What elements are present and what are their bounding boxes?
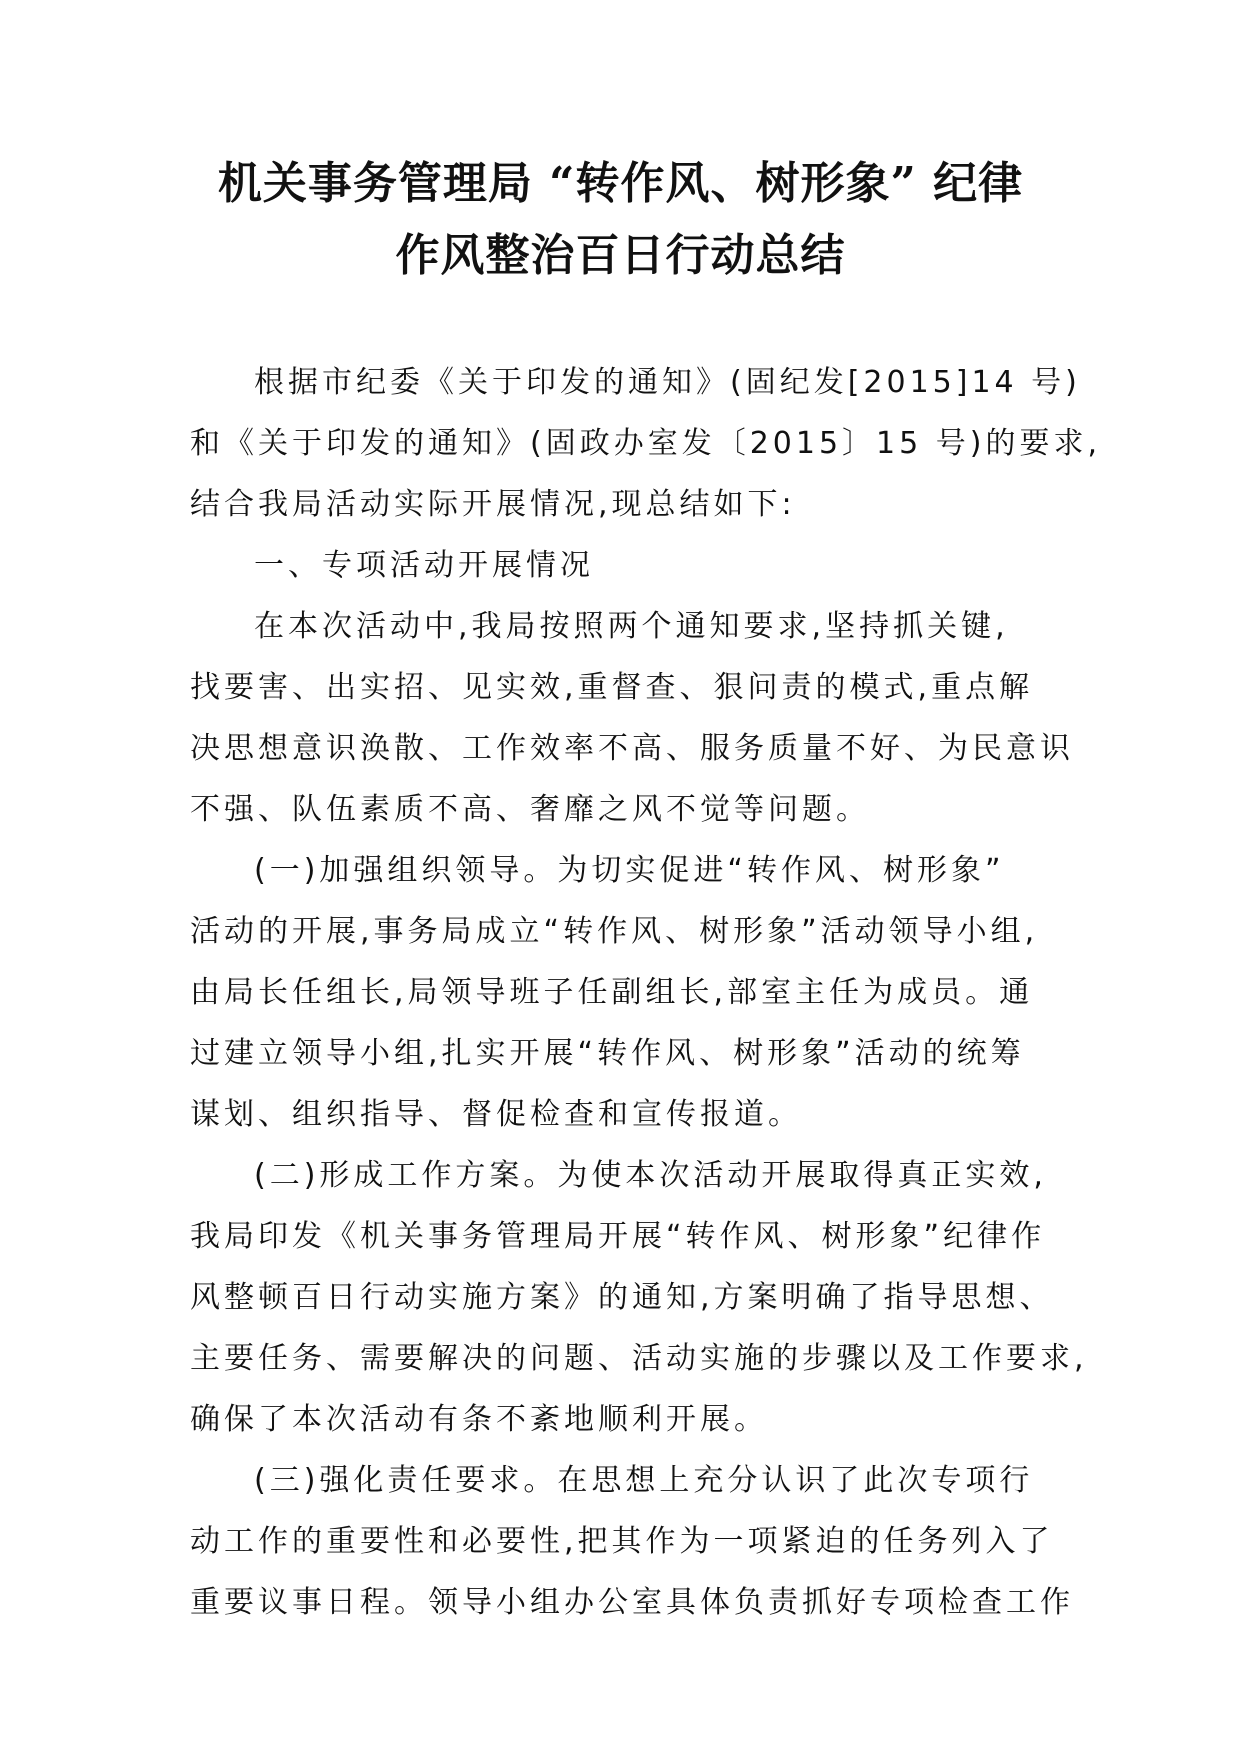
text-line: 和《关于印发的通知》(固政办室发〔2015〕15 号)的要求, bbox=[190, 426, 1102, 461]
text-line: 活动的开展,事务局成立“转作风、树形象”活动领导小组, bbox=[190, 914, 1039, 949]
text-line: 我局印发《机关事务管理局开展“转作风、树形象”纪律作 bbox=[190, 1219, 1046, 1254]
text-line: 由局长任组长,局领导班子任副组长,部室主任为成员。通 bbox=[190, 975, 1034, 1010]
title-line: 机关事务管理局 “转作风、树形象” 纪律 bbox=[217, 158, 1024, 209]
text-line: (三)强化责任要求。在思想上充分认识了此次专项行 bbox=[254, 1463, 1034, 1498]
text-line: 一、专项活动开展情况 bbox=[254, 548, 594, 583]
text-line: 在本次活动中,我局按照两个通知要求,坚持抓关键, bbox=[254, 609, 1009, 644]
paragraph-intro bbox=[190, 352, 1102, 535]
text-line: 决思想意识涣散、工作效率不高、服务质量不好、为民意识 bbox=[190, 731, 1074, 766]
text-line: 找要害、出实招、见实效,重督查、狠问责的模式,重点解 bbox=[190, 670, 1034, 705]
section-heading bbox=[190, 535, 1070, 596]
text-line: 主要任务、需要解决的问题、活动实施的步骤以及工作要求, bbox=[190, 1341, 1088, 1376]
text-line: 谋划、组织指导、督促检查和宣传报道。 bbox=[190, 1097, 802, 1132]
text-line: 根据市纪委《关于印发的通知》(固纪发[2015]14 号) bbox=[254, 365, 1081, 400]
title-line: 作风整治百日行动总结 bbox=[395, 230, 846, 281]
document-body bbox=[190, 352, 1102, 1633]
paragraph-item-2 bbox=[190, 1145, 1088, 1450]
text-line: 风整顿百日行动实施方案》的通知,方案明确了指导思想、 bbox=[190, 1280, 1054, 1315]
text-line: 动工作的重要性和必要性,把其作为一项紧迫的任务列入了 bbox=[190, 1524, 1054, 1559]
paragraph-item-1 bbox=[190, 840, 1070, 1145]
paragraph-item-3 bbox=[190, 1450, 1074, 1633]
document-title bbox=[150, 148, 1091, 292]
text-line: (一)加强组织领导。为切实促进“转作风、树形象” bbox=[254, 853, 1005, 888]
text-line: 重要议事日程。领导小组办公室具体负责抓好专项检查工作 bbox=[190, 1585, 1074, 1620]
paragraph-overview bbox=[190, 596, 1074, 840]
text-line: 过建立领导小组,扎实开展“转作风、树形象”活动的统筹 bbox=[190, 1036, 1025, 1071]
text-line: (二)形成工作方案。为使本次活动开展取得真正实效, bbox=[254, 1158, 1047, 1193]
text-line: 结合我局活动实际开展情况,现总结如下: bbox=[190, 487, 796, 522]
text-line: 确保了本次活动有条不紊地顺利开展。 bbox=[190, 1402, 768, 1437]
text-line: 不强、队伍素质不高、奢靡之风不觉等问题。 bbox=[190, 792, 870, 827]
